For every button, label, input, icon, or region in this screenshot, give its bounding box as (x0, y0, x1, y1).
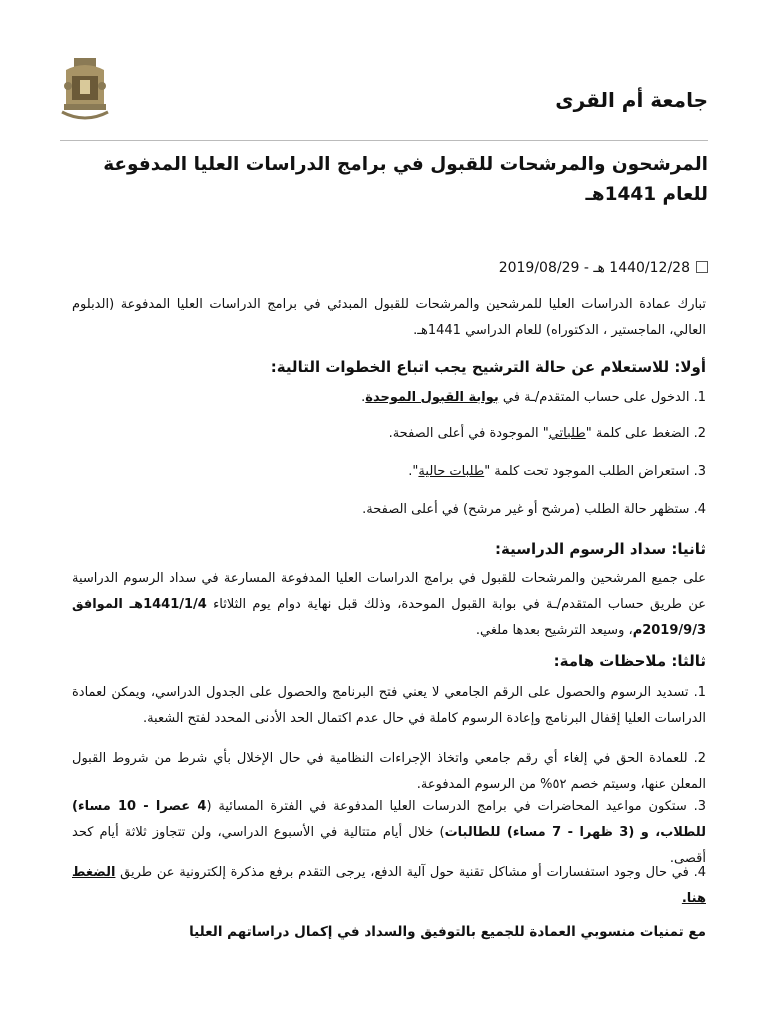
post-date (499, 260, 708, 276)
closing-text: مع تمنيات منسوبي العمادة للجميع بالتوفيق والسداد في إكمال دراساتهم العليا (189, 924, 706, 940)
step-number: 2. (693, 426, 706, 441)
note-number: 4. (693, 865, 706, 880)
note-item (72, 860, 706, 912)
lecture-times: 4 عصرا - 10 مساء) للطلاب، و (3 ظهرا - 7 مساء) للطالبات (72, 799, 706, 840)
date-text: 1440/12/28 هـ - 2019/08/29 (498, 260, 690, 276)
step-end: ". (408, 464, 419, 479)
step-text: الضغط على كلمة " (585, 426, 690, 441)
intro-paragraph: تبارك عمادة الدراسات العليا للمرشحين والمرشحات للقبول المبدئي في برامج الدراسات العليا المدفوعة (الدبلوم العالي، الماجستير ، الدكتوراه) للعام الدراسي 1441هـ. (72, 297, 706, 338)
step-item (361, 388, 706, 408)
step-end: . (361, 390, 366, 405)
step-end: " الموجودة في أعلى الصفحة. (388, 426, 549, 441)
step-number: 1. (693, 390, 706, 405)
payment-deadline: 1441/1/4هـ الموافق 2019/9/3م (72, 597, 706, 638)
step-text: الدخول على حساب المتقدم/ـة في (498, 390, 690, 405)
note-number: 3. (693, 799, 706, 814)
my-applications-link[interactable]: طلباتي (548, 426, 586, 441)
note-number: 2. (693, 751, 706, 766)
note-item (72, 680, 706, 732)
step-item (408, 462, 706, 482)
note-item (72, 746, 706, 798)
step-number: 3. (693, 464, 706, 479)
step-text: استعراض الطلب الموجود تحت كلمة " (484, 464, 690, 479)
note-text: ستكون مواعيد المحاضرات في برامج الدرسات العليا المدفوعة في الفترة المسائية ( (206, 799, 687, 814)
university-name: جامعة أم القرى (555, 88, 708, 112)
payment-text-end: ، وسيعد الترشيح بعدها ملغي. (475, 623, 633, 638)
note-text: للعمادة الحق في إلغاء أي رقم جامعي واتخاذ الإجراءات النظامية في حال الإخلال بأي شرط من شروط القبول المعلن عنها، وسيتم خصم ٥٢% من الرسوم المدفوعة. (72, 751, 706, 792)
unified-admission-portal-link[interactable]: بوابة القبول الموحدة (365, 390, 499, 405)
page-title: المرشحون والمرشحات للقبول في برامج الدراسات العليا المدفوعة للعام 1441هـ (103, 154, 708, 205)
current-applications-link[interactable]: طلبات حالية (418, 464, 485, 479)
header-divider (60, 140, 708, 141)
section2-heading: ثانيا: سداد الرسوم الدراسية: (494, 540, 706, 558)
note-number: 1. (693, 685, 706, 700)
click-here-link[interactable]: الضغط هنا. (72, 865, 706, 906)
section3-heading: ثالثا: ملاحظات هامة: (553, 652, 706, 670)
section1-heading: أولا: للاستعلام عن حالة الترشيح يجب اتباع الخطوات التالية: (270, 358, 706, 376)
note-text-end: ) خلال أيام متتالية في الأسبوع الدراسي، ولن تتجاوز ثلاثة أيام كحد أقصى. (72, 825, 706, 866)
note-text: تسديد الرسوم والحصول على الرقم الجامعي لا يعني فتح البرنامج والحصول على الجدول الدراسي، ويمكن لعمادة الدراسات العليا إقفال البرنامج وإعادة الرسوم كاملة في حال عدم اكتمال الحد الأدنى المحدد لفتح الشعبة. (72, 685, 706, 726)
payment-paragraph (72, 566, 706, 644)
note-text: في حال وجود استفسارات أو مشاكل تقنية حول آلية الدفع، يرجى التقدم برفع مذكرة إلكترونية عن طريق (115, 865, 689, 880)
step-item (389, 424, 706, 444)
step-item (362, 500, 706, 520)
step-text: ستظهر حالة الطلب (مرشح أو غير مرشح) في أعلى الصفحة. (362, 502, 690, 517)
payment-text: على جميع المرشحين والمرشحات للقبول في برامج الدراسات العليا المدفوعة المسارعة في سداد الرسوم الدراسية عن طريق حساب المتقدم/ـة في بوابة القبول الموحدة، وذلك قبل نهاية دوام يوم الثلاثاء (72, 571, 706, 612)
university-logo-icon (60, 56, 110, 126)
step-number: 4. (693, 502, 706, 517)
calendar-icon (696, 261, 708, 273)
